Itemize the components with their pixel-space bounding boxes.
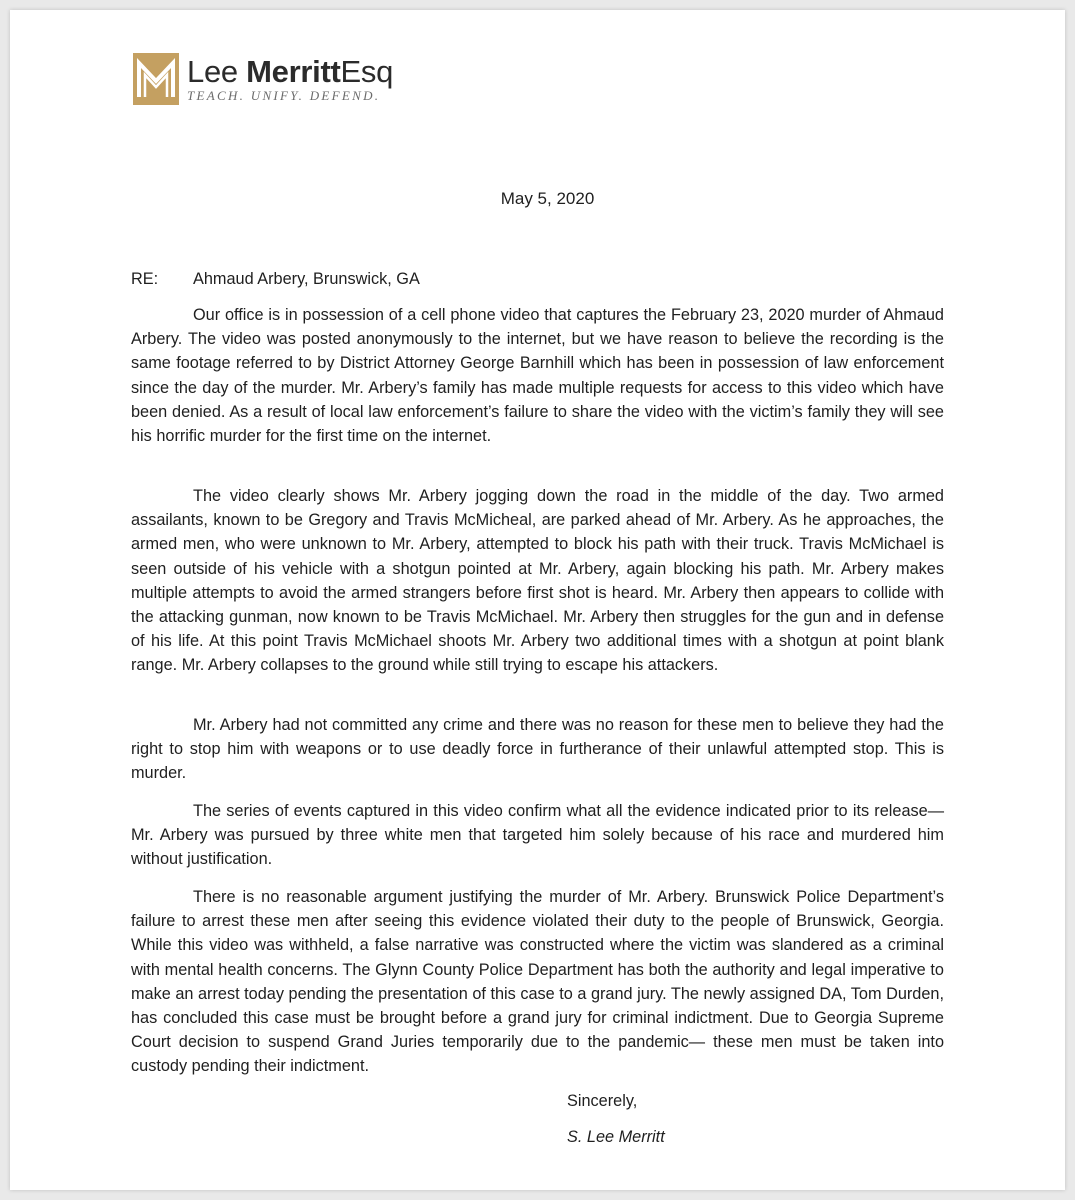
letter-page (10, 10, 1065, 1190)
firm-tagline: TEACH. UNIFY. DEFEND. (187, 88, 381, 103)
paragraph: Our office is in possession of a cell phone video that captures the February 23, 2020 murder of Ahmaud Arbery. The video was posted anonymously to the internet, but we have reason to believe the recording is the same footage referred to by District Attorney George Barnhill which has been in possession of law enforcement since the day of the murder. Mr. Arbery’s family has made multiple requests for access to this video which have been denied. As a result of local law enforcement’s failure to share the video with the victim’s family they will see his horrific murder for the first time on the internet. (131, 306, 944, 446)
firm-name-suffix: Esq (340, 54, 394, 89)
re-label: RE: (131, 270, 159, 288)
paragraph: There is no reasonable argument justifying the murder of Mr. Arbery. Brunswick Police Department’s failure to arrest these men after seeing this evidence violated their duty to the people of Brunswick, Georgia. While this video was withheld, a false narrative was constructed where the victim was slandered as a criminal with mental health concerns. The Glynn County Police Department has both the authority and legal imperative to make an arrest today pending the presentation of this case to a grand jury. The newly assigned DA, Tom Durden, has concluded this case must be brought before a grand jury for criminal indictment. Due to Georgia Supreme Court decision to suspend Grand Juries temporarily due to the pandemic— these men must be taken into custody pending their indictment. (131, 888, 944, 1076)
letter-date: May 5, 2020 (500, 189, 595, 208)
re-line (131, 267, 944, 291)
firm-name-first: Lee (187, 54, 247, 89)
letterhead-logo (133, 53, 393, 113)
letterhead-text (187, 54, 394, 104)
monogram-m-icon (133, 53, 179, 105)
re-subject: Ahmaud Arbery, Brunswick, GA (193, 270, 420, 288)
paragraph: The video clearly shows Mr. Arbery jogging down the road in the middle of the day. Two armed assailants, known to be Gregory and Travis McMicheal, are parked ahead of Mr. Arbery. As he approaches, the armed men, who were unknown to Mr. Arbery, attempted to block his path with their truck. Travis McMichael is seen outside of his vehicle with a shotgun pointed at Mr. Arbery, again blocking his path. Mr. Arbery makes multiple attempts to avoid the armed strangers before first shot is heard. Mr. Arbery then appears to collide with the attacking gunman, now known to be Travis McMichael. Mr. Arbery then struggles for the gun and in defense of his life. At this point Travis McMichael shoots Mr. Arbery two additional times with a shotgun at point blank range. Mr. Arbery collapses to the ground while still trying to escape his attackers. (131, 487, 944, 675)
paragraph: Mr. Arbery had not committed any crime and there was no reason for these men to believe they had the right to stop him with weapons or to use deadly force in furtherance of their unlawful attempted stop. This is murder. (131, 716, 944, 783)
firm-name (187, 54, 394, 89)
paragraph: The series of events captured in this video confirm what all the evidence indicated prior to its release— Mr. Arbery was pursued by three white men that targeted him solely because of his race and murdered him without justification. (131, 802, 944, 869)
firm-name-last: Merritt (246, 54, 341, 89)
valediction: Sincerely, (567, 1092, 638, 1110)
signature-name: S. Lee Merritt (567, 1128, 665, 1146)
